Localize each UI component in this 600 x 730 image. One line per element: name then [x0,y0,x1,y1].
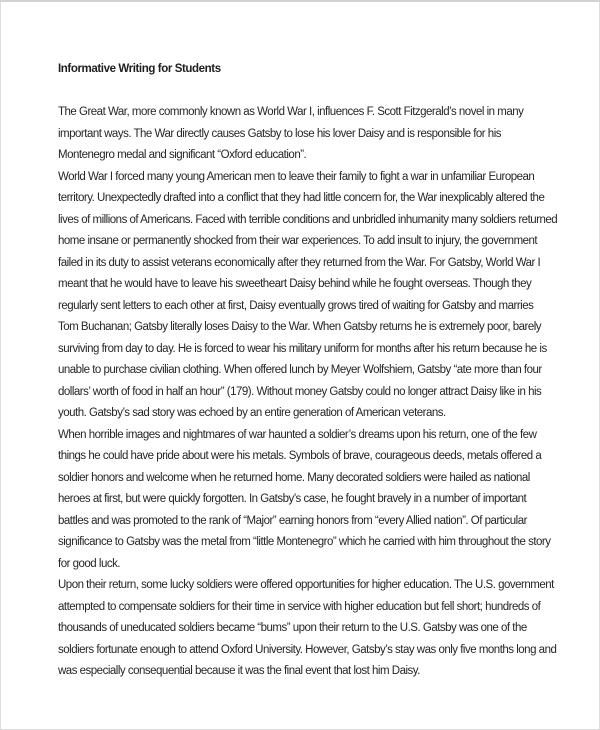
text-line: The Great War, more commonly known as World War I, influences F. Scott Fitzgerald’s novel in many [58,106,524,118]
text-line: territory. Unexpectedly drafted into a conflict that they had little concern for, the War inexplicably altered the [58,192,545,204]
paragraph [58,167,558,425]
text-line: battles and was promoted to the rank of “Major” earning honors from “every Allied nation”. Of particular [58,514,527,527]
text-line: important ways. The War directly causes Gatsby to lose his lover Daisy and is responsible for his [58,127,502,140]
text-line: failed in its duty to assist veterans economically after they returned from the War. For Gatsby, World War I [58,256,541,269]
text-line: things he could have pride about were his metals. Symbols of brave, courageous deeds, metals offered a [58,450,542,462]
text-line: World War I forced many young American men to leave their family to fight a war in unfamiliar European [58,170,535,183]
text-line: Upon their return, some lucky soldiers were offered opportunities for higher education. The U.S. government [58,579,554,591]
text-line: thousands of uneducated soldiers became “bums” upon their return to the U.S. Gatsby was one of the [58,622,527,634]
text-line: heroes at first, but were quickly forgotten. In Gatsby’s case, he fought bravely in a number of important [58,493,527,505]
text-line: surviving from day to day. He is forced to wear his military uniform for months after his return because he is [58,342,547,355]
text-line: regularly sent letters to each other at first, Daisy eventually grows tired of waiting for Gatsby and marries [58,299,534,312]
text-line: meant that he would have to leave his sweetheart Daisy behind while he fought overseas. Though they [58,278,532,290]
text-line: youth. Gatsby’s sad story was echoed by an entire generation of American veterans. [58,407,446,419]
text-line: was especially consequential because it was the final event that lost him Daisy. [58,665,420,677]
text-line: for good luck. [58,557,121,570]
paragraph [58,425,551,576]
text-line: lives of millions of Americans. Faced with terrible conditions and unbridled inhumanity many soldiers returned [58,213,558,226]
text-line: home insane or permanently shocked from their war experiences. To add insult to injury, the government [58,235,538,247]
text-line: attempted to compensate soldiers for their time in service with higher education but fell short; hundreds of [58,600,541,613]
text-line: unable to purchase civilian clothing. When offered lunch by Meyer Wolfshiem, Gatsby “ate more than four [58,364,542,376]
text-line: soldiers fortunate enough to attend Oxford University. However, Gatsby’s stay was only five months long and [58,643,557,656]
paragraph [58,575,557,683]
text-line: soldier honors and welcome when he returned home. Many decorated soldiers were hailed as national [58,471,530,484]
text-line: Montenegro medal and significant “Oxford education”. [58,149,307,161]
text-line: significance to Gatsby was the metal from “little Montenegro” which he carried with him throughout the story [58,536,551,548]
document-body [58,102,558,683]
document-title: Informative Writing for Students [58,63,221,75]
text-line: dollars’ worth of food in half an hour” (179). Without money Gatsby could no longer attract Daisy like in his [58,385,542,398]
text-line: Tom Buchanan; Gatsby literally loses Daisy to the War. When Gatsby returns he is extremely poor, barely [58,321,542,333]
text-line: When horrible images and nightmares of war haunted a soldier’s dreams upon his return, one of the few [58,428,537,441]
paragraph [58,102,544,167]
